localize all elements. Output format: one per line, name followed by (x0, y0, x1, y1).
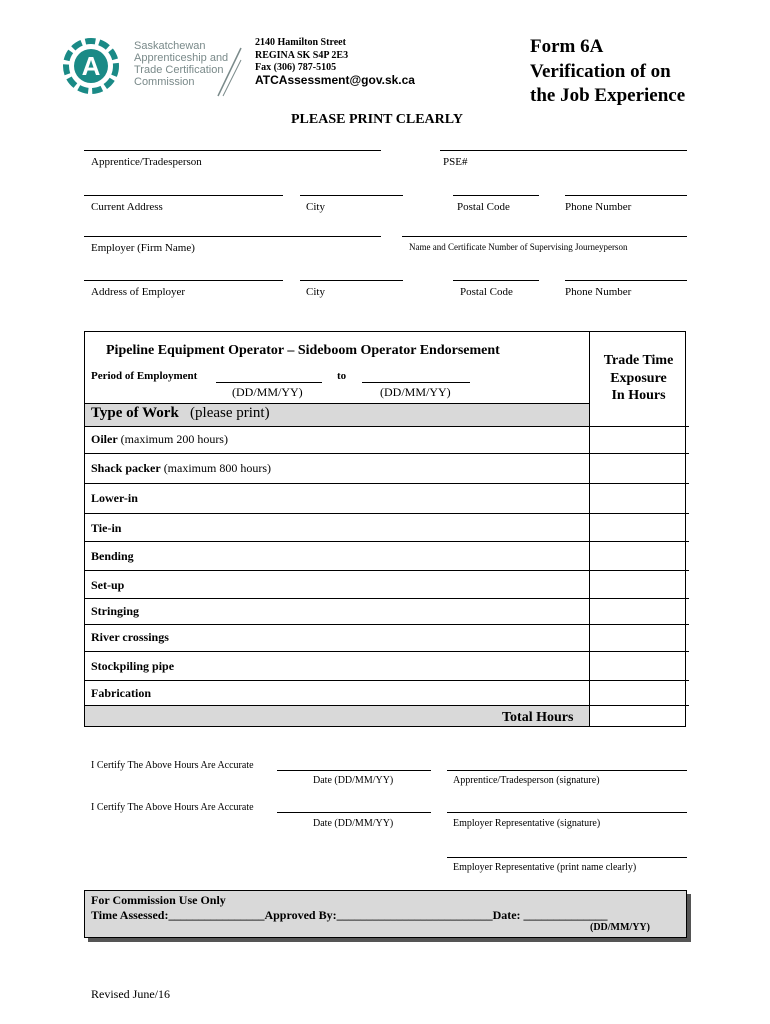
journeyperson-field[interactable] (402, 236, 687, 237)
address-line: 2140 Hamilton Street (255, 37, 346, 48)
employer-postal-field[interactable] (453, 280, 539, 281)
period-start-field[interactable] (216, 382, 322, 383)
pse-label: PSE# (443, 156, 468, 168)
city-label: City (306, 201, 325, 213)
instruction: PLEASE PRINT CLEARLY (291, 112, 463, 127)
commission-fields: Time Assessed:________________Approved By:__________________________Date: ______________ (91, 908, 608, 922)
work-row-lower-in: Lower-in (91, 491, 138, 505)
logo-line-2: Apprenticeship and (134, 52, 229, 64)
employer-label: Employer (Firm Name) (91, 242, 195, 254)
employer-postal-label: Postal Code (460, 286, 513, 298)
work-row-stringing: Stringing (91, 604, 140, 618)
employer-address-field[interactable] (84, 280, 283, 281)
svg-text:A: A (81, 51, 101, 81)
atc-logo (58, 36, 244, 98)
logo-line-4: Commission (134, 76, 195, 88)
type-of-work-heading: Type of Work (please print) (91, 405, 270, 421)
city-field[interactable] (300, 195, 403, 196)
current-address-label: Current Address (91, 201, 163, 213)
date-field-1[interactable] (277, 770, 431, 771)
employer-print-name-label: Employer Representative (print name clearly) (453, 862, 637, 873)
employer-phone-field[interactable] (565, 280, 687, 281)
logo-line-1: Saskatchewan (134, 40, 206, 52)
employer-phone-label: Phone Number (565, 286, 632, 298)
employer-address-label: Address of Employer (91, 286, 186, 298)
work-row-tie-in: Tie-in (91, 521, 122, 535)
period-end-format: (DD/MM/YY) (380, 385, 451, 399)
fax-line: Fax (306) 787-5105 (255, 62, 337, 73)
postal-code-field[interactable] (453, 195, 539, 196)
pse-field[interactable] (440, 150, 687, 151)
employer-signature-label: Employer Representative (signature) (453, 818, 601, 829)
current-address-field[interactable] (84, 195, 283, 196)
trade-time-header: Trade Time Exposure In Hours (603, 353, 674, 403)
revision-note: Revised June/16 (91, 987, 170, 1001)
commission-heading: For Commission Use Only (91, 893, 226, 907)
journeyperson-label: Name and Certificate Number of Supervising Journeyperson (409, 242, 628, 252)
phone-field[interactable] (565, 195, 687, 196)
work-row-bending: Bending (91, 549, 134, 563)
work-row-stockpiling: Stockpiling pipe (91, 659, 175, 673)
work-row-fabrication: Fabrication (91, 686, 151, 700)
date-label-2: Date (DD/MM/YY) (313, 818, 394, 829)
work-row-set-up: Set-up (91, 578, 125, 592)
certify-statement-2: I Certify The Above Hours Are Accurate (91, 802, 254, 813)
date-field-2[interactable] (277, 812, 431, 813)
hours-column-divider (589, 331, 590, 727)
form-title: Form 6A Verification of on the Job Experience (530, 36, 686, 106)
commission-text (91, 893, 608, 923)
postal-code-label: Postal Code (457, 201, 510, 213)
period-label: Period of Employment (91, 370, 198, 382)
address-block (255, 37, 348, 75)
period-end-field[interactable] (362, 382, 470, 383)
to-label: to (337, 370, 347, 382)
apprentice-signature-field[interactable] (447, 770, 687, 771)
certify-statement-1: I Certify The Above Hours Are Accurate (91, 760, 254, 771)
work-row-river-crossings: River crossings (91, 630, 169, 644)
endorsement-title: Pipeline Equipment Operator – Sideboom Operator Endorsement (106, 343, 500, 358)
phone-label: Phone Number (565, 201, 632, 213)
employer-city-field[interactable] (300, 280, 403, 281)
apprentice-signature-label: Apprentice/Tradesperson (signature) (453, 775, 600, 786)
work-row-shack-packer: Shack packer (maximum 800 hours) (91, 461, 272, 475)
email-address[interactable]: ATCAssessment@gov.sk.ca (255, 73, 415, 87)
work-row-oiler: Oiler (maximum 200 hours) (91, 432, 228, 446)
logo-line-3: Trade Certification (134, 64, 224, 76)
date-label-1: Date (DD/MM/YY) (313, 775, 394, 786)
employer-city-label: City (306, 286, 325, 298)
employer-signature-field[interactable] (447, 812, 687, 813)
address-line: REGINA SK S4P 2E3 (255, 49, 349, 61)
period-start-format: (DD/MM/YY) (232, 385, 303, 399)
apprentice-field[interactable] (84, 150, 381, 151)
total-hours-label: Total Hours (502, 710, 574, 725)
apprentice-label: Apprentice/Tradesperson (91, 156, 202, 168)
employer-print-name-field[interactable] (447, 857, 687, 858)
commission-date-format: (DD/MM/YY) (590, 922, 650, 933)
employer-field[interactable] (84, 236, 381, 237)
